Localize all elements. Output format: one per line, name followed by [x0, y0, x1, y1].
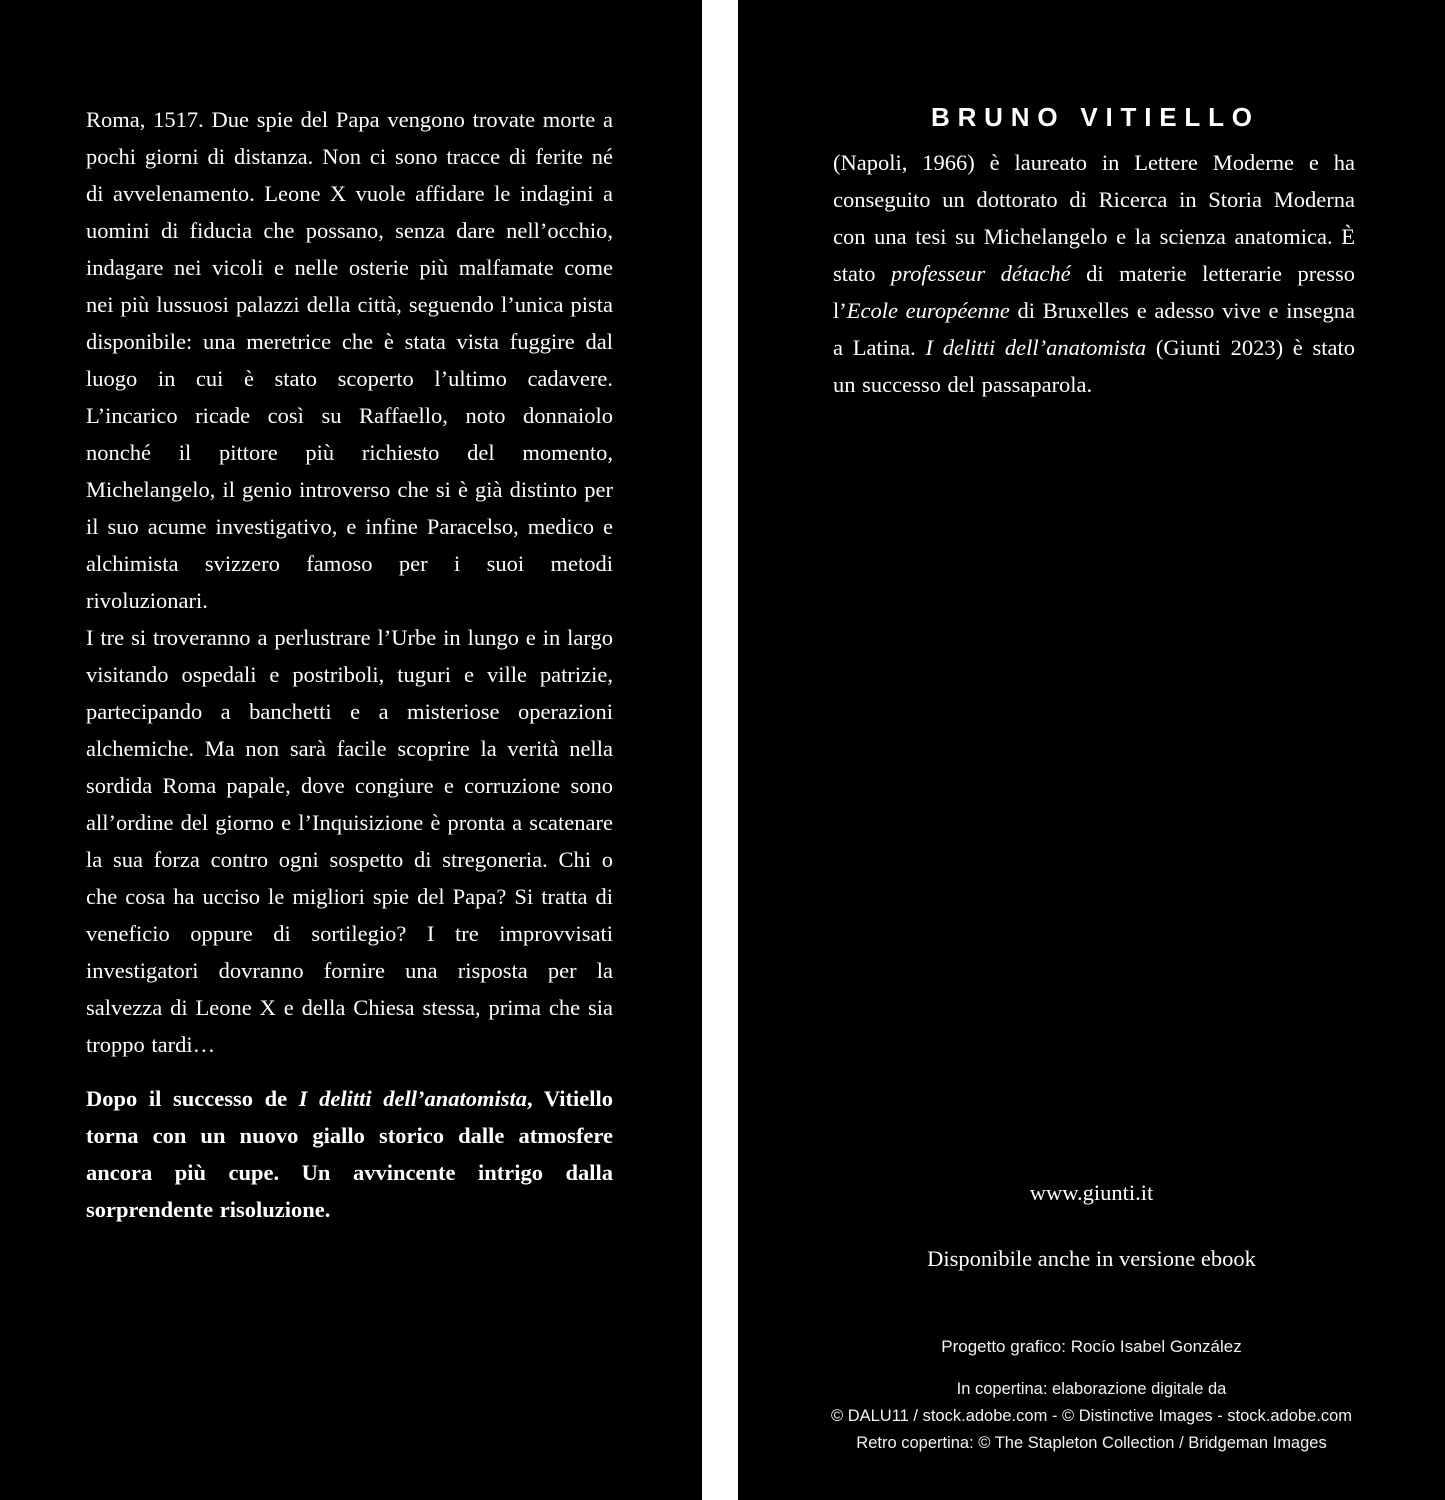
- design-credit: Progetto grafico: Rocío Isabel González: [941, 1337, 1242, 1356]
- spine-divider: [702, 0, 738, 1500]
- synopsis-paragraph-2: I tre si troveranno a perlustrare l’Urbe in lungo e in largo visitando ospedali e postriboli, tuguri e ville patrizie, partecipando a banchetti e a misteriose operazioni alchemiche. Ma non sarà facile scoprire la verità nella sordida Roma papale, dove congiure e corruzione sono all’ordine del giorno e l’Inquisizione è pronta a scatenare la sua forza contro ogni sospetto di stregoneria. Chi o che cosa ha ucciso le migliori spie del Papa? Si tratta di veneficio oppure di sortilegio? I tre improvvisati investigatori dovranno fornire una risposta per la salvezza di Leone X e della Chiesa stessa, prima che sia troppo tardi…: [86, 625, 613, 1057]
- cover-credit-line: In copertina: elaborazione digitale da: [956, 1380, 1227, 1398]
- author-bio: (Napoli, 1966) è laureato in Lettere Moderne e ha conseguito un dottorato di Ricerca in Storia Moderna con una tesi su Michelangelo e la scienza anatomica. È stato professeur détaché di materie letterarie presso l’Ecole européenne di Bruxelles e adesso vive e insegna a Latina. I delitti dell’anatomista (Giunti 2023) è stato un successo del passaparola.: [833, 150, 1355, 397]
- website-url: www.giunti.it: [1029, 1180, 1154, 1205]
- left-flap: [0, 0, 702, 1500]
- synopsis: [86, 101, 613, 1228]
- ebook-availability-note: Disponibile anche in versione ebook: [927, 1246, 1256, 1271]
- right-flap: [738, 0, 1445, 1500]
- synopsis-paragraph-1: Roma, 1517. Due spie del Papa vengono trovate morte a pochi giorni di distanza. Non ci sono tracce di ferite né di avvelenamento. Leone X vuole affidare le indagini a uomini di fiducia che possano, senza dare nell’occhio, indagare nei vicoli e nelle osterie più malfamate come nei più lussuosi palazzi della città, seguendo l’unica pista disponibile: una meretrice che è stata vista fuggire dal luogo in cui è stato scoperto l’ultimo cadavere. L’incarico ricade così su Raffaello, noto donnaiolo nonché il pittore più richiesto del momento, Michelangelo, il genio introverso che si è già distinto per il suo acume investigativo, e infine Paracelso, medico e alchimista svizzero famoso per i suoi metodi rivoluzionari.: [86, 107, 613, 613]
- author-name: BRUNO VITIELLO: [931, 102, 1260, 132]
- cover-credit-line: Retro copertina: © The Stapleton Collection / Bridgeman Images: [856, 1434, 1327, 1452]
- promo-paragraph: Dopo il successo de I delitti dell’anatomista, Vitiello torna con un nuovo giallo storico dalle atmosfere ancora più cupe. Un avvincente intrigo dalla sorprendente risoluzione.: [86, 1086, 613, 1222]
- cover-credit-line: © DALU11 / stock.adobe.com - © Distinctive Images - stock.adobe.com: [830, 1407, 1353, 1425]
- cover-credits: [738, 1376, 1445, 1457]
